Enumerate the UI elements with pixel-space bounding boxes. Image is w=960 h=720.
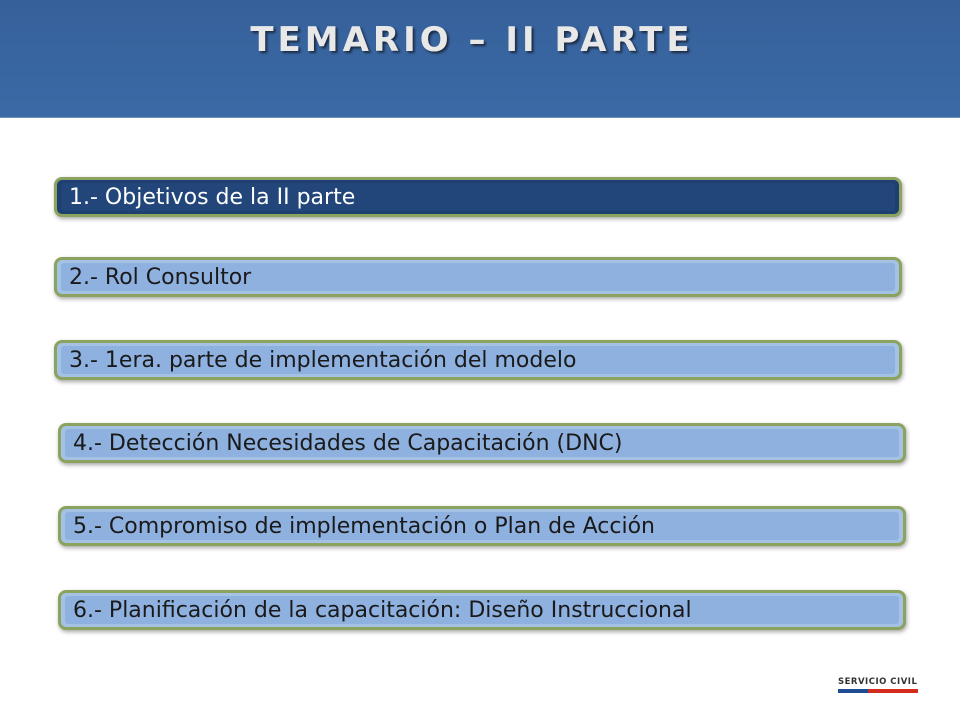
agenda-item-6[interactable] bbox=[58, 590, 906, 630]
logo-bar-blue bbox=[838, 689, 868, 693]
agenda-item-label: 4.- Detección Necesidades de Capacitación (DNC) bbox=[65, 429, 899, 457]
agenda-item-label: 1.- Objetivos de la II parte bbox=[61, 183, 895, 211]
agenda-item-5[interactable] bbox=[58, 506, 906, 546]
agenda-item-label: 5.- Compromiso de implementación o Plan de Acción bbox=[65, 512, 899, 540]
logo-text: SERVICIO CIVIL bbox=[838, 677, 918, 687]
servicio-civil-logo bbox=[838, 677, 918, 695]
agenda-item-label: 2.- Rol Consultor bbox=[61, 263, 895, 291]
agenda-item-label: 3.- 1era. parte de implementación del modelo bbox=[61, 346, 895, 374]
logo-flag-bar bbox=[838, 689, 918, 693]
agenda-item-label: 6.- Planificación de la capacitación: Diseño Instruccional bbox=[65, 596, 899, 624]
agenda-item-1[interactable] bbox=[54, 177, 902, 217]
agenda-item-3[interactable] bbox=[54, 340, 902, 380]
header-banner bbox=[0, 0, 960, 118]
page-title: TEMARIO – II PARTE bbox=[250, 20, 694, 60]
logo-bar-red bbox=[868, 689, 918, 693]
agenda-item-4[interactable] bbox=[58, 423, 906, 463]
agenda-item-2[interactable] bbox=[54, 257, 902, 297]
